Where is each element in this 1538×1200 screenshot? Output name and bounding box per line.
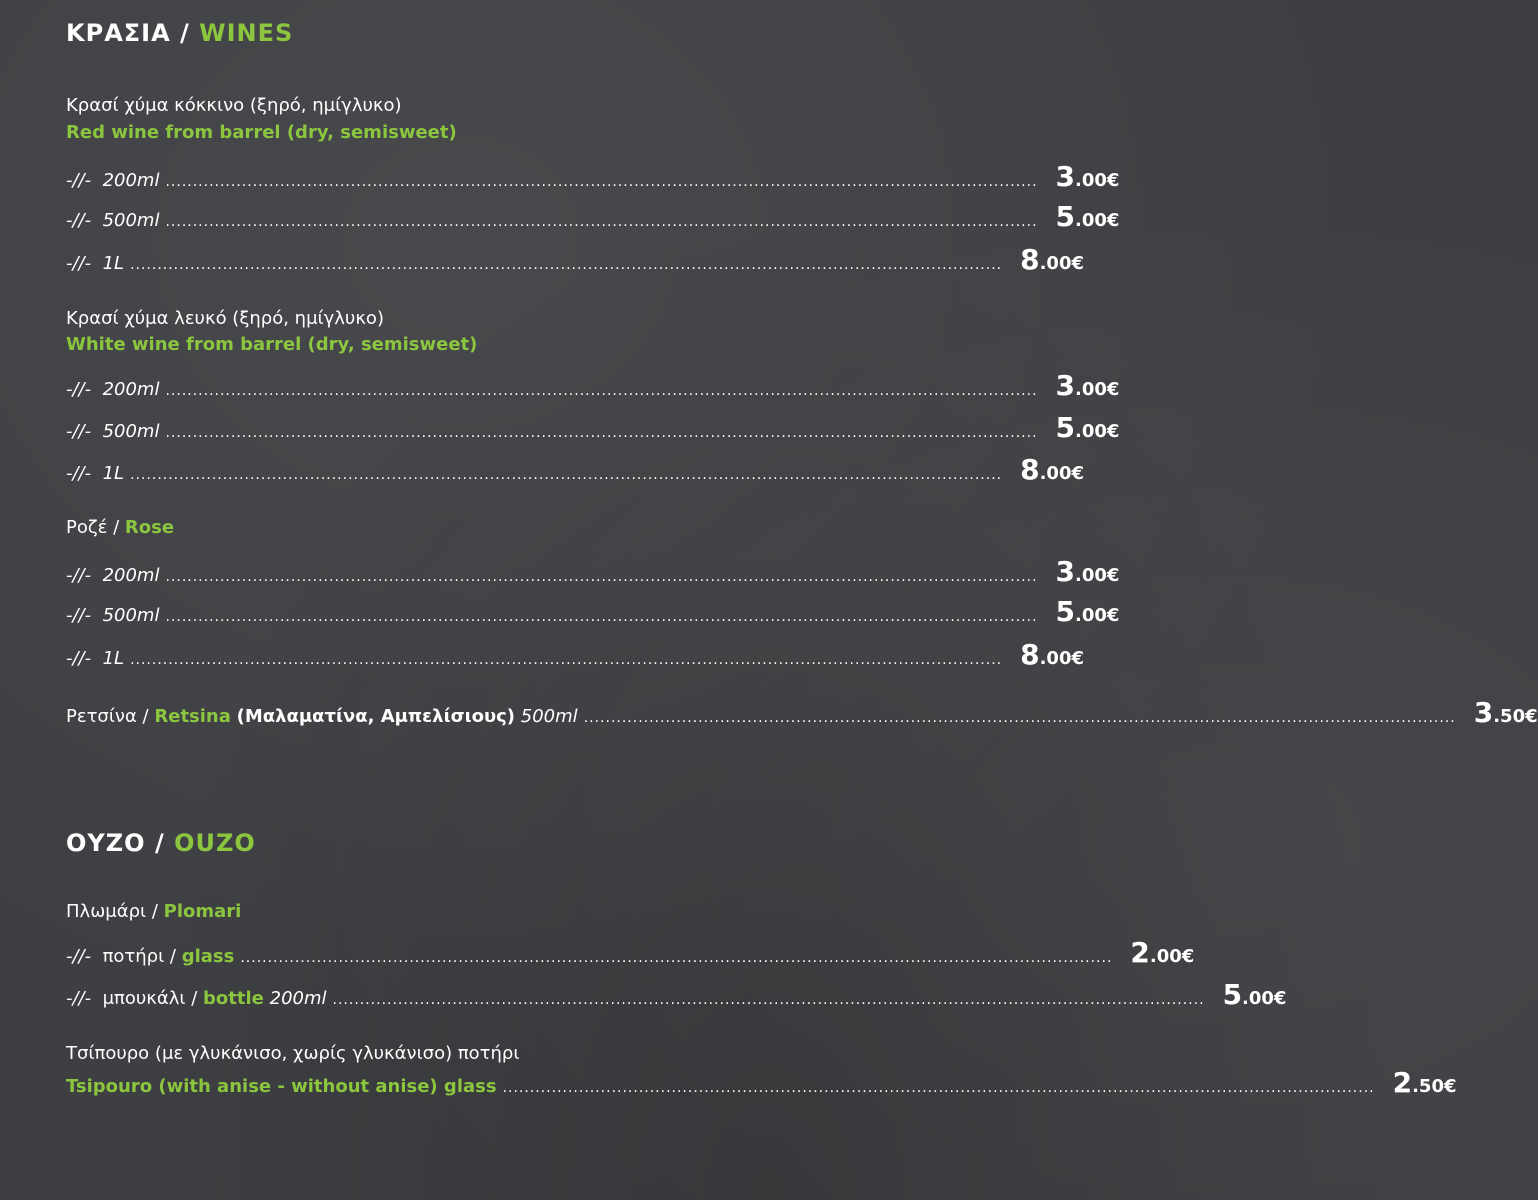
leader-dots: ................................................................................................................................................................ — [502, 1080, 1375, 1096]
leader-dots: ................................................................................................................................................................ — [165, 425, 1038, 441]
tsipouro-title-gr: Τσίπουρο (με γλυκάνισο, χωρίς γλυκάνισο) ποτήρι — [66, 1043, 520, 1064]
ouzo-heading-en: OUZO — [174, 829, 256, 857]
tsipouro-row — [66, 1066, 1457, 1102]
retsina-label: Ρετσίνα / Retsina (Μαλαματίνα, Αμπελίσιους) 500ml — [66, 706, 578, 727]
wines-heading — [66, 18, 293, 48]
tsipouro-title-en: Tsipouro (with anise - without anise) glass — [66, 1076, 497, 1097]
leader-dots: ................................................................................................................................................................ — [165, 174, 1038, 190]
row-label: -//- 200ml — [66, 379, 160, 400]
price: 3.00€ — [1055, 160, 1120, 193]
price: 8.00€ — [1020, 243, 1084, 276]
price: 5.00€ — [1222, 978, 1287, 1011]
wines-heading-en: WINES — [199, 19, 294, 47]
price: 5.00€ — [1055, 411, 1120, 444]
row-label: -//- μπουκάλι / bottle 200ml — [66, 988, 327, 1009]
plomari-title-en: Plomari — [163, 901, 242, 922]
rose-title-gr: Ροζέ / — [66, 517, 120, 538]
price-row — [66, 936, 1195, 972]
price-row — [66, 243, 1084, 279]
leader-dots: ................................................................................................................................................................ — [130, 652, 1003, 668]
price-row — [66, 411, 1120, 447]
price: 3.00€ — [1055, 555, 1120, 588]
row-label: -//- ποτήρι / glass — [66, 946, 235, 967]
leader-dots: ................................................................................................................................................................ — [332, 992, 1205, 1008]
leader-dots: ................................................................................................................................................................ — [165, 569, 1038, 585]
leader-dots: ................................................................................................................................................................ — [130, 257, 1003, 273]
white-wine-title-en: White wine from barrel (dry, semisweet) — [66, 334, 478, 355]
price: 3.00€ — [1055, 369, 1120, 402]
price-row — [66, 638, 1084, 674]
price-row — [66, 555, 1120, 591]
ouzo-heading — [66, 828, 256, 858]
price: 8.00€ — [1020, 453, 1084, 486]
row-label: -//- 1L — [66, 648, 125, 669]
red-wine-title-gr: Κρασί χύμα κόκκινο (ξηρό, ημίγλυκο) — [66, 95, 402, 116]
plomari-title — [66, 900, 241, 924]
price: 8.00€ — [1020, 638, 1084, 671]
price-row — [66, 200, 1120, 236]
price: 2.00€ — [1130, 936, 1195, 969]
row-label: -//- 500ml — [66, 210, 160, 231]
row-label: -//- 200ml — [66, 565, 160, 586]
white-wine-title-gr: Κρασί χύμα λευκό (ξηρό, ημίγλυκο) — [66, 308, 384, 329]
price-row — [66, 453, 1084, 489]
leader-dots: ................................................................................................................................................................ — [240, 950, 1113, 966]
row-label: -//- 500ml — [66, 605, 160, 626]
price: 5.00€ — [1055, 200, 1120, 233]
price-row — [66, 369, 1120, 405]
row-label: -//- 500ml — [66, 421, 160, 442]
rose-title — [66, 516, 174, 540]
price: 5.00€ — [1055, 595, 1120, 628]
price-row — [66, 978, 1287, 1014]
leader-dots: ................................................................................................................................................................ — [165, 609, 1038, 625]
row-label: -//- 1L — [66, 463, 125, 484]
red-wine-title-en: Red wine from barrel (dry, semisweet) — [66, 122, 457, 143]
plomari-title-gr: Πλωμάρι / — [66, 901, 158, 922]
wines-heading-gr: ΚΡΑΣΙΑ / — [66, 19, 190, 47]
row-label: -//- 1L — [66, 253, 125, 274]
price: 3.50€ — [1473, 696, 1538, 729]
rose-title-en: Rose — [124, 517, 175, 538]
price: 2.50€ — [1392, 1066, 1457, 1099]
price-row — [66, 160, 1120, 196]
leader-dots: ................................................................................................................................................................ — [165, 214, 1038, 230]
leader-dots: ................................................................................................................................................................ — [130, 467, 1003, 483]
price-row — [66, 595, 1120, 631]
row-label: -//- 200ml — [66, 170, 160, 191]
ouzo-heading-gr: ΟΥΖΟ / — [66, 829, 165, 857]
retsina-row — [66, 696, 1538, 732]
leader-dots: ................................................................................................................................................................ — [583, 710, 1456, 726]
leader-dots: ................................................................................................................................................................ — [165, 383, 1038, 399]
